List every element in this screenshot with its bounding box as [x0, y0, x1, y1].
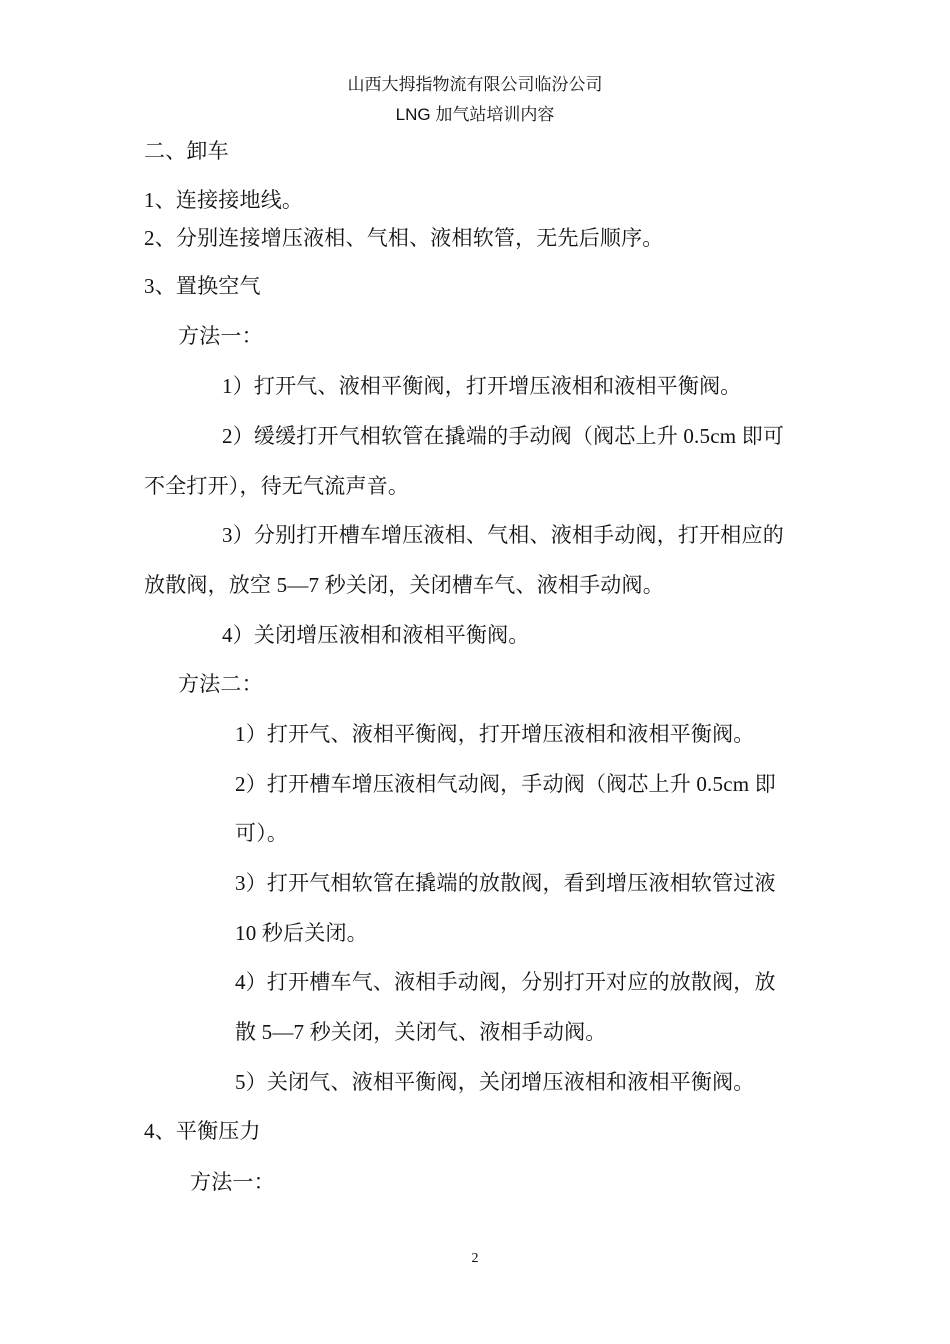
- section-title: 二、卸车: [144, 139, 229, 163]
- step-3: 3、置换空气: [144, 274, 261, 298]
- method-2-item-3-line-1: 3）打开气相软管在撬端的放散阀，看到增压液相软管过液: [235, 871, 776, 895]
- method-1b-label: 方法一：: [190, 1170, 275, 1194]
- method-2-item-2-line-2: 可）。: [235, 821, 289, 845]
- method-2-item-3-line-2: 10 秒后关闭。: [235, 921, 368, 945]
- method-1-item-4: 4）关闭增压液相和液相平衡阀。: [222, 623, 530, 647]
- header-subtitle: LNG 加气站培训内容: [395, 105, 555, 124]
- method-2-item-1: 1）打开气、液相平衡阀，打开增压液相和液相平衡阀。: [235, 722, 755, 746]
- step-2: 2、分别连接增压液相、气相、液相软管，无先后顺序。: [144, 226, 664, 250]
- method-1-item-3-line-2: 放散阀，放空 5—7 秒关闭，关闭槽车气、液相手动阀。: [144, 573, 664, 597]
- method-1-label: 方法一：: [178, 324, 263, 348]
- method-2-item-4-line-2: 散 5—7 秒关闭，关闭气、液相手动阀。: [235, 1020, 607, 1044]
- method-2-item-2-line-1: 2）打开槽车增压液相气动阀，手动阀（阀芯上升 0.5cm 即: [235, 772, 776, 796]
- header-company: 山西大拇指物流有限公司临汾公司: [347, 75, 603, 94]
- page-number: 2: [471, 1251, 479, 1266]
- step-4: 4、平衡压力: [144, 1119, 261, 1143]
- method-1-item-2-line-2: 不全打开），待无气流声音。: [144, 474, 410, 498]
- method-1-item-1: 1）打开气、液相平衡阀，打开增压液相和液相平衡阀。: [222, 374, 742, 398]
- method-2-label: 方法二：: [178, 672, 263, 696]
- step-1: 1、连接接地线。: [144, 188, 304, 212]
- method-2-item-5: 5）关闭气、液相平衡阀，关闭增压液相和液相平衡阀。: [235, 1070, 755, 1094]
- method-2-item-4-line-1: 4）打开槽车气、液相手动阀，分别打开对应的放散阀，放: [235, 970, 776, 994]
- method-1-item-3-line-1: 3）分别打开槽车增压液相、气相、液相手动阀，打开相应的: [222, 523, 784, 547]
- method-1-item-2-line-1: 2）缓缓打开气相软管在撬端的手动阀（阀芯上升 0.5cm 即可: [222, 424, 785, 448]
